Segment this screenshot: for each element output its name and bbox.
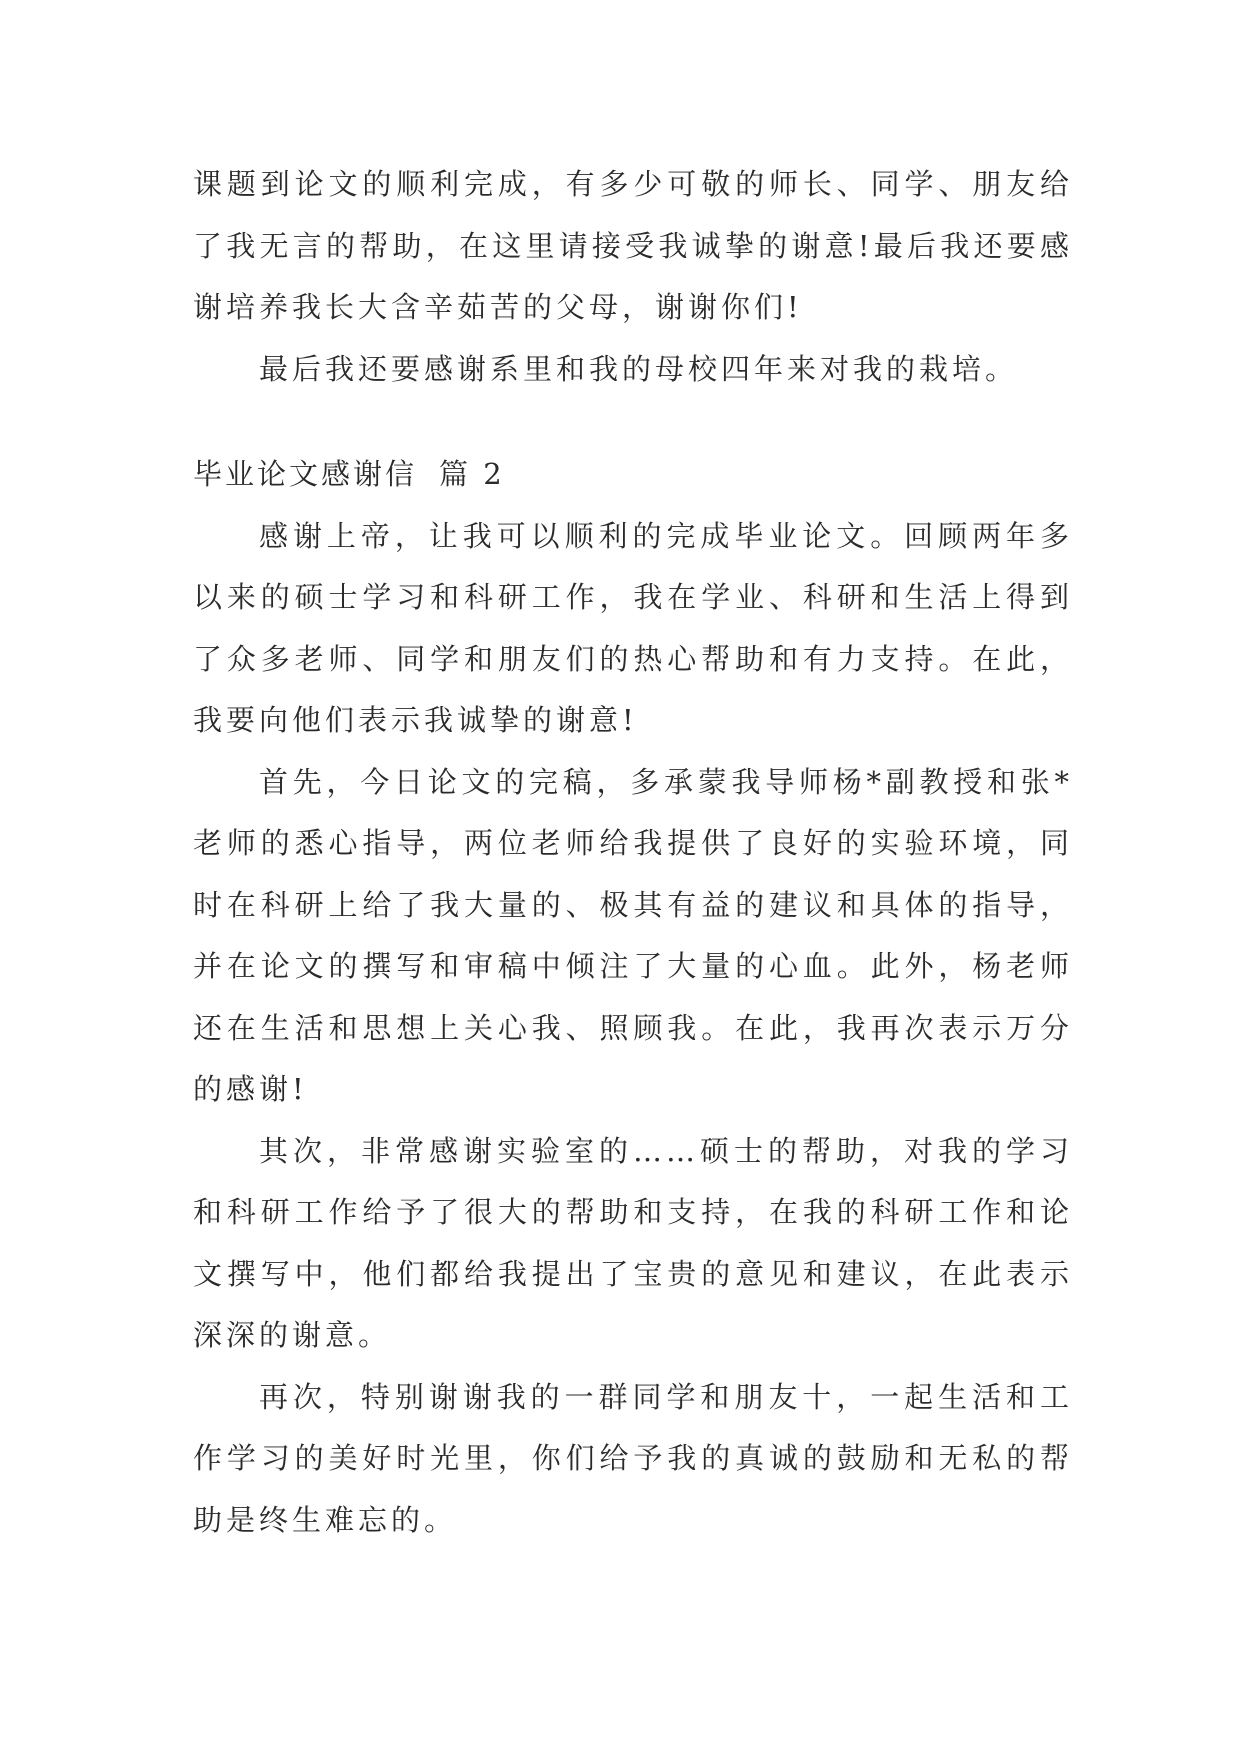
previous-section-text [193, 154, 1073, 400]
section-body [193, 444, 1073, 1551]
paragraph: 再次，特别谢谢我的一群同学和朋友十，一起生活和工作学习的美好时光里，你们给予我的真诚的鼓励和无私的帮助是终生难忘的。 [193, 1379, 1073, 1537]
paragraph: 最后我还要感谢系里和我的母校四年来对我的栽培。 [259, 351, 1019, 386]
paragraph: 首先，今日论文的完稿，多承蒙我导师杨*副教授和张*老师的悉心指导，两位老师给我提供了良好的实验环境，同时在科研上给了我大量的、极其有益的建议和具体的指导，并在论文的撰写和审稿中倾注了大量的心血。此外，杨老师还在生活和思想上关心我、照顾我。在此，我再次表示万分的感谢! [193, 764, 1073, 1106]
paragraph: 课题到论文的顺利完成，有多少可敬的师长、同学、朋友给了我无言的帮助，在这里请接受我诚挚的谢意!最后我还要感谢培养我长大含辛茹苦的父母，谢谢你们! [193, 167, 1073, 324]
section-title: 毕业论文感谢信 [193, 457, 418, 491]
section-heading [193, 444, 1073, 506]
paragraph: 感谢上帝，让我可以顺利的完成毕业论文。回顾两年多以来的硕士学习和科研工作，我在学业、科研和生活上得到了众多老师、同学和朋友们的热心帮助和有力支持。在此，我要向他们表示我诚挚的谢意! [193, 518, 1073, 737]
paragraph: 其次，非常感谢实验室的……硕士的帮助，对我的学习和科研工作给予了很大的帮助和支持，在我的科研工作和论文撰写中，他们都给我提出了宝贵的意见和建议，在此表示深深的谢意。 [193, 1133, 1073, 1352]
section-number: 篇 2 [439, 457, 505, 491]
